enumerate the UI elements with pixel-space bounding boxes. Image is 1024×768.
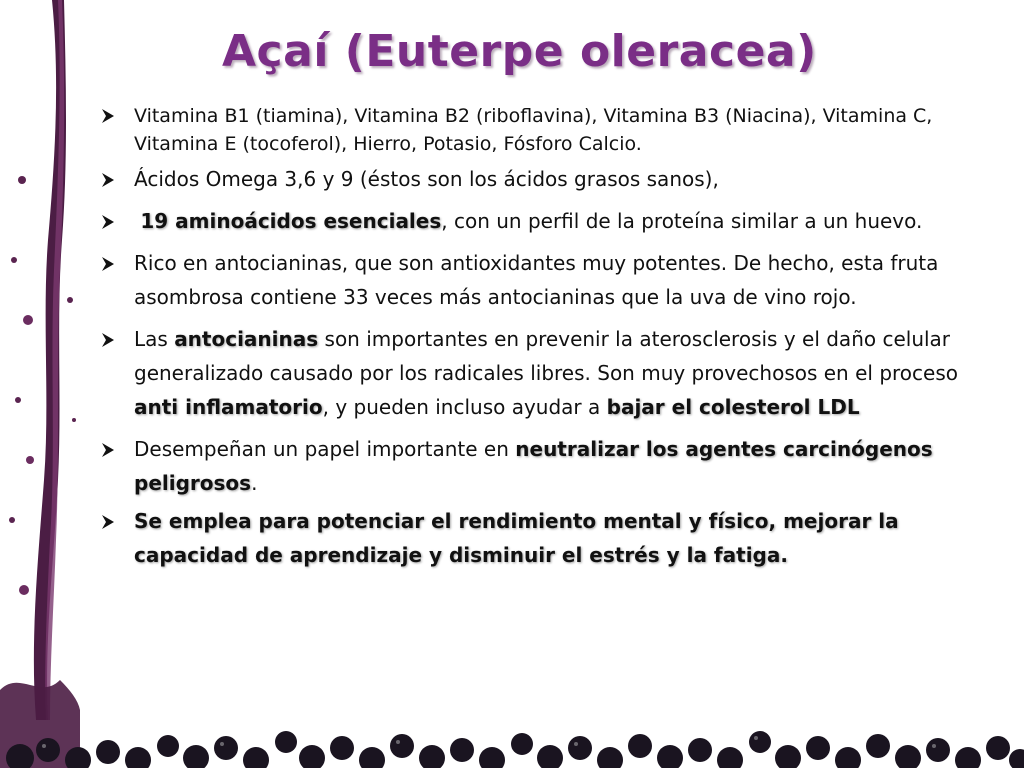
arrow-bullet-icon bbox=[100, 256, 116, 272]
bullet-text: , con un perfil de la proteína similar a un huevo. bbox=[441, 209, 923, 233]
highlight-text: bajar el colesterol LDL bbox=[606, 395, 860, 419]
arrow-bullet-icon bbox=[100, 108, 116, 124]
highlight-text: antocianinas bbox=[174, 327, 319, 351]
bullet-vitamins bbox=[100, 102, 990, 158]
bullet-text: Las bbox=[134, 327, 175, 351]
bullet-text: son importantes en prevenir la aterosclerosis y el daño celular generalizado causado por los radicales libres. Son muy provechosos en el proceso bbox=[134, 327, 958, 385]
bullet-text: . bbox=[251, 471, 258, 495]
bullet-text: Rico en antocianinas, que son antioxidantes muy potentes. De hecho, esta fruta asombrosa contiene 33 veces más antocianinas que la uva de vino rojo. bbox=[134, 251, 939, 309]
arrow-bullet-icon bbox=[100, 332, 116, 348]
highlight-text: 19 aminoácidos esenciales bbox=[140, 209, 442, 233]
highlight-text: Se emplea para potenciar el rendimiento mental y físico, mejorar la capacidad de aprendizaje y disminuir el estrés y la fatiga. bbox=[134, 509, 899, 567]
highlight-text: anti inflamatorio bbox=[134, 395, 323, 419]
bullet-mental-performance bbox=[100, 504, 990, 572]
bullet-text: Vitamina B1 (tiamina), Vitamina B2 (riboflavina), Vitamina B3 (Niacina), Vitamina C, Vitamina E (tocoferol), Hierro, Potasio, Fósforo Calcio. bbox=[134, 105, 933, 155]
bullet-anthocyanins-benefits bbox=[100, 322, 990, 424]
arrow-bullet-icon bbox=[100, 442, 116, 458]
arrow-bullet-icon bbox=[100, 514, 116, 530]
bullet-text: Desempeñan un papel importante en bbox=[134, 437, 516, 461]
arrow-bullet-icon bbox=[100, 214, 116, 230]
bullet-anthocyanins bbox=[100, 246, 990, 314]
bullet-text: Ácidos Omega 3,6 y 9 (éstos son los ácidos grasos sanos), bbox=[134, 167, 719, 191]
bullet-text: , y pueden incluso ayudar a bbox=[322, 395, 607, 419]
highlight-text: neutralizar los agentes carcinógenos peligrosos bbox=[134, 437, 933, 495]
bullet-amino-acids bbox=[100, 204, 990, 238]
acai-juice-splash bbox=[0, 0, 80, 768]
arrow-bullet-icon bbox=[100, 172, 116, 188]
slide-title: Açaí (Euterpe oleracea) bbox=[222, 26, 817, 77]
acai-berries-border bbox=[0, 698, 1024, 768]
bullet-list bbox=[100, 102, 990, 572]
bullet-omega bbox=[100, 162, 990, 196]
bullet-carcinogens bbox=[100, 432, 990, 500]
